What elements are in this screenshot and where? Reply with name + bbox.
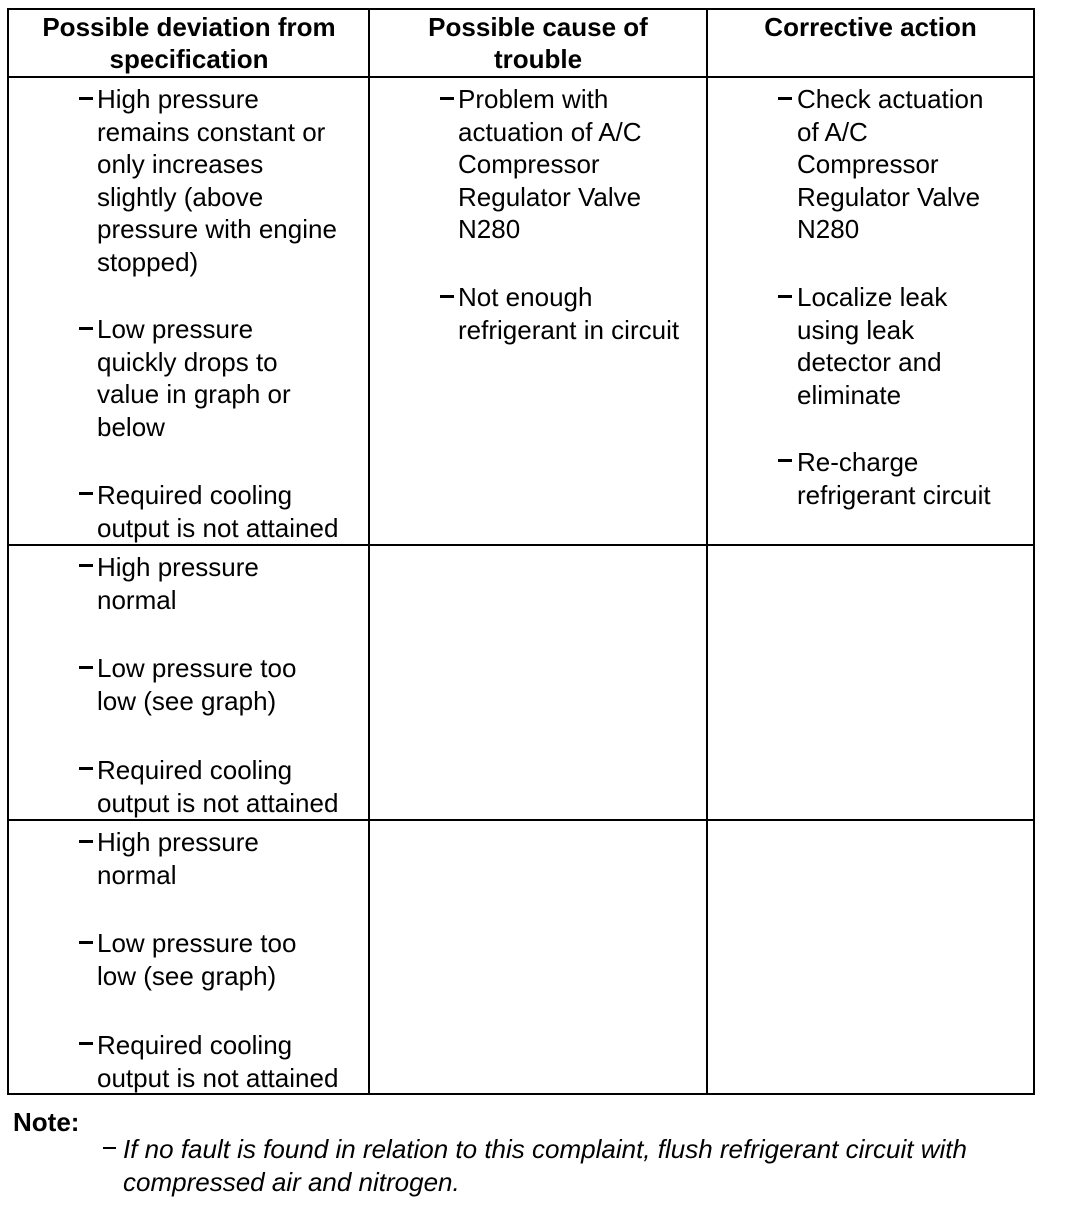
dash-icon [79, 1042, 93, 1045]
note-text: If no fault is found in relation to this complaint, flush refrigerant circuit with compressed air and nitrogen. [123, 1134, 967, 1197]
dash-icon [440, 295, 454, 298]
table-border-left [7, 8, 9, 1095]
dash-icon [778, 295, 792, 298]
list-item: Required cooling output is not attained [97, 755, 339, 818]
table-border-right [1033, 8, 1035, 1095]
list-item: Low pressure quickly drops to value in graph or below [97, 314, 291, 442]
list-item: Check actuation of A/C Compressor Regulator Valve N280 [797, 84, 984, 244]
dash-icon [440, 97, 454, 100]
dash-icon [79, 564, 93, 567]
dash-icon [79, 492, 93, 495]
note-label: Note: [13, 1107, 80, 1137]
dash-icon [778, 97, 792, 100]
list-item: Not enough refrigerant in circuit [458, 282, 680, 345]
list-item: Problem with actuation of A/C Compressor Regulator Valve N280 [458, 84, 642, 244]
header-divider [8, 76, 1035, 78]
list-item: Low pressure too low (see graph) [97, 928, 297, 991]
list-item: Required cooling output is not attained [97, 1030, 339, 1093]
list-item: Required cooling output is not attained [97, 480, 339, 543]
header-deviation: Possible deviation from specification [42, 12, 336, 74]
dash-icon [778, 459, 792, 462]
table-border-top [8, 8, 1035, 10]
dash-icon [103, 1147, 116, 1149]
header-action: Corrective action [764, 12, 977, 42]
list-item: High pressure remains constant or only increases slightly (above pressure with engine stopped) [97, 84, 337, 277]
row-divider-1 [8, 544, 1035, 546]
dash-icon [79, 840, 93, 843]
list-item: High pressure normal [97, 827, 259, 890]
row-divider-2 [8, 819, 1035, 821]
header-cause: Possible cause of trouble [428, 12, 648, 74]
dash-icon [79, 767, 93, 770]
list-item: Re-charge refrigerant circuit [797, 447, 991, 510]
column-divider-2 [706, 8, 708, 1095]
list-item: Localize leak using leak detector and eliminate [797, 282, 948, 410]
dash-icon [79, 666, 93, 669]
dash-icon [79, 327, 93, 330]
list-item: Low pressure too low (see graph) [97, 653, 297, 716]
dash-icon [79, 941, 93, 944]
column-divider-1 [368, 8, 370, 1095]
dash-icon [79, 97, 93, 100]
list-item: High pressure normal [97, 552, 259, 615]
